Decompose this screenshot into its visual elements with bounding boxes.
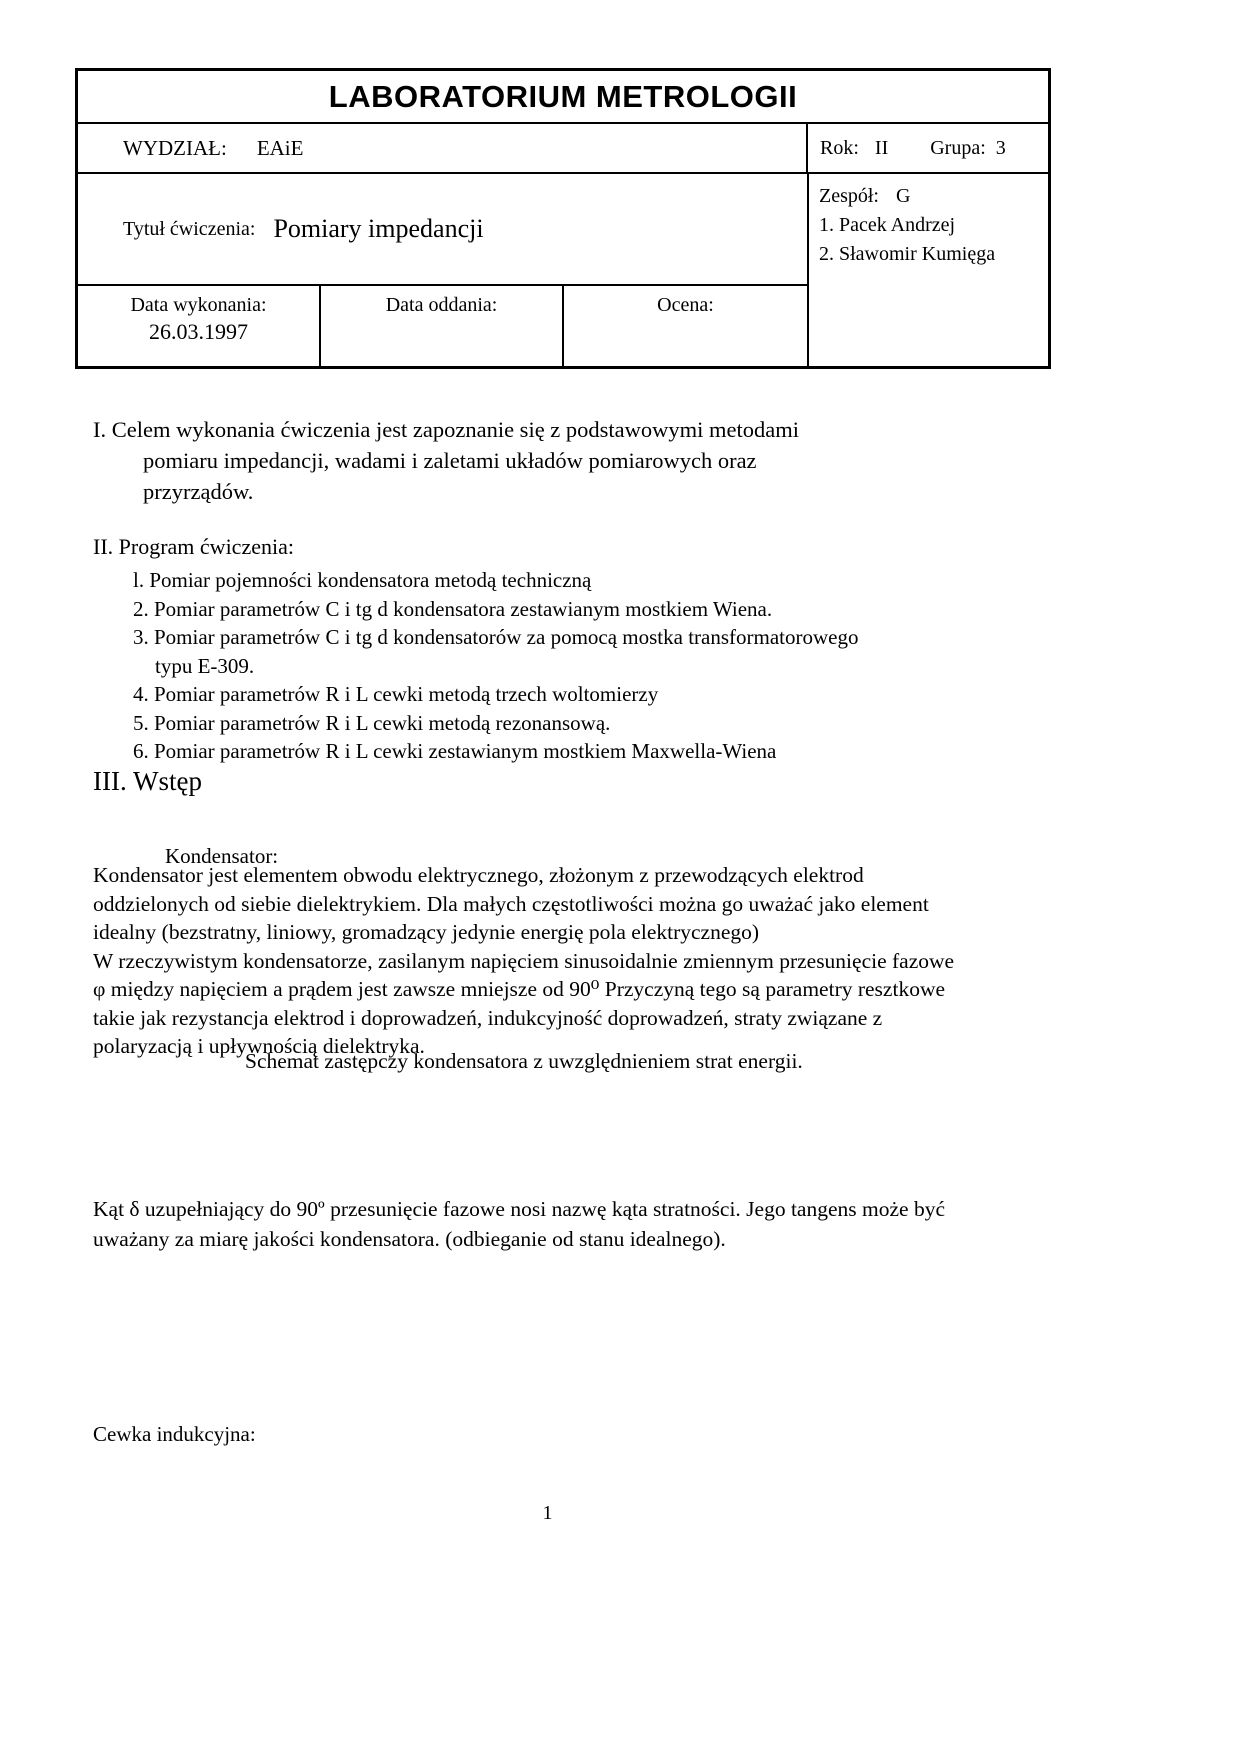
program-list <box>133 566 858 766</box>
wstep-line: W rzeczywistym kondensatorze, zasilanym napięciem sinusoidalnie zmiennym przesunięcie fazowe <box>93 948 955 973</box>
zespol-line <box>819 182 1042 211</box>
kat-line: uważany za miarę jakości kondensatora. (odbieganie od stanu idealnego). <box>93 1226 726 1251</box>
data-oddania-label: Data oddania: <box>385 294 498 316</box>
wstep-line: takie jak rezystancja elektrod i doprowadzeń, indukcyjność doprowadzeń, straty związane z <box>93 1005 883 1030</box>
program-item: l. Pomiar pojemności kondensatora metodą techniczną <box>133 568 592 592</box>
grupa-value: 3 <box>995 136 1006 159</box>
dates-row <box>78 286 807 366</box>
schemat-caption: Schemat zastępczy kondensatora z uwzględnieniem strat energii. <box>245 1049 803 1073</box>
rok-label: Rok: <box>820 136 859 159</box>
lab-title: LABORATORIUM METROLOGII <box>78 71 1048 124</box>
program-item: 3. Pomiar parametrów C i tg d kondensatorów za pomocą mostka transformatorowego <box>133 625 859 649</box>
program-item-continuation: typu E-309. <box>155 653 255 678</box>
section-i-line: I. Celem wykonania ćwiczenia jest zapoznanie się z podstawowymi metodami <box>93 417 800 442</box>
zespol-value: G <box>896 185 911 207</box>
section-iii-heading: III. Wstęp <box>93 766 202 796</box>
kat-line: Kąt δ uzupełniający do 90º przesunięcie fazowe nosi nazwę kąta stratności. Jego tangens może być <box>93 1197 945 1221</box>
wydzial-cell <box>78 124 806 172</box>
section-i-line: przyrządów. <box>143 479 254 504</box>
section-ii-heading: II. Program ćwiczenia: <box>93 534 294 559</box>
program-item: 5. Pomiar parametrów R i L cewki metodą rezonansową. <box>133 710 611 735</box>
program-item: 2. Pomiar parametrów C i tg d kondensatora zestawianym mostkiem Wiena. <box>133 596 773 621</box>
kat-paragraph <box>93 1195 945 1254</box>
wydzial-value: EAiE <box>256 135 304 160</box>
wydzial-label: WYDZIAŁ: <box>123 135 227 160</box>
kondensator-label: Kondensator: <box>165 844 279 868</box>
program-item: 4. Pomiar parametrów R i L cewki metodą trzech woltomierzy <box>133 682 659 706</box>
data-wykonania-value: 26.03.1997 <box>149 319 248 344</box>
data-oddania-cell <box>321 286 564 366</box>
wydzial-row <box>78 124 1048 174</box>
ocena-cell <box>564 286 807 366</box>
wstep-line: oddzielonych od siebie dielektrykiem. Dla małych częstotliwości można go uważać jako element <box>93 891 929 916</box>
wstep-line: idealny (bezstratny, liniowy, gromadzący jedynie energię pola elektrycznego) <box>93 920 760 944</box>
rok-grupa-cell <box>806 124 1048 172</box>
section-i-paragraph <box>93 414 799 507</box>
section-i-line: pomiaru impedancji, wadami i zaletami układów pomiarowych oraz <box>143 448 757 473</box>
wstep-line: φ między napięciem a prądem jest zawsze mniejsze od 90⁰ Przyczyną tego są parametry resztkowe <box>93 977 946 1001</box>
tytul-label: Tytuł ćwiczenia: <box>123 217 256 240</box>
cewka-label: Cewka indukcyjna: <box>93 1422 256 1446</box>
ocena-label: Ocena: <box>657 294 714 316</box>
page-number: 1 <box>542 1502 553 1524</box>
tytul-cell <box>78 174 807 286</box>
wstep-paragraph <box>93 861 954 1061</box>
tytul-value: Pomiary impedancji <box>273 214 484 243</box>
program-item: 6. Pomiar parametrów R i L cewki zestawianym mostkiem Maxwella-Wiena <box>133 739 777 763</box>
grupa-label: Grupa: <box>930 136 986 159</box>
data-wykonania-cell <box>78 286 321 366</box>
rok-value: II <box>874 136 889 159</box>
wstep-line: polaryzacją i upływnością dielektryka. <box>93 1034 425 1058</box>
header-table <box>75 68 1051 369</box>
wstep-line: Kondensator jest elementem obwodu elektrycznego, złożonym z przewodzących elektrod <box>93 863 864 887</box>
data-wykonania-label: Data wykonania: <box>130 294 267 316</box>
zespol-member: 2. Sławomir Kumięga <box>819 243 996 265</box>
zespol-label: Zespół: <box>819 185 879 207</box>
zespol-cell <box>807 174 1048 366</box>
zespol-member: 1. Pacek Andrzej <box>819 214 956 236</box>
table-left-part <box>78 174 807 366</box>
main-table-row <box>78 174 1048 366</box>
